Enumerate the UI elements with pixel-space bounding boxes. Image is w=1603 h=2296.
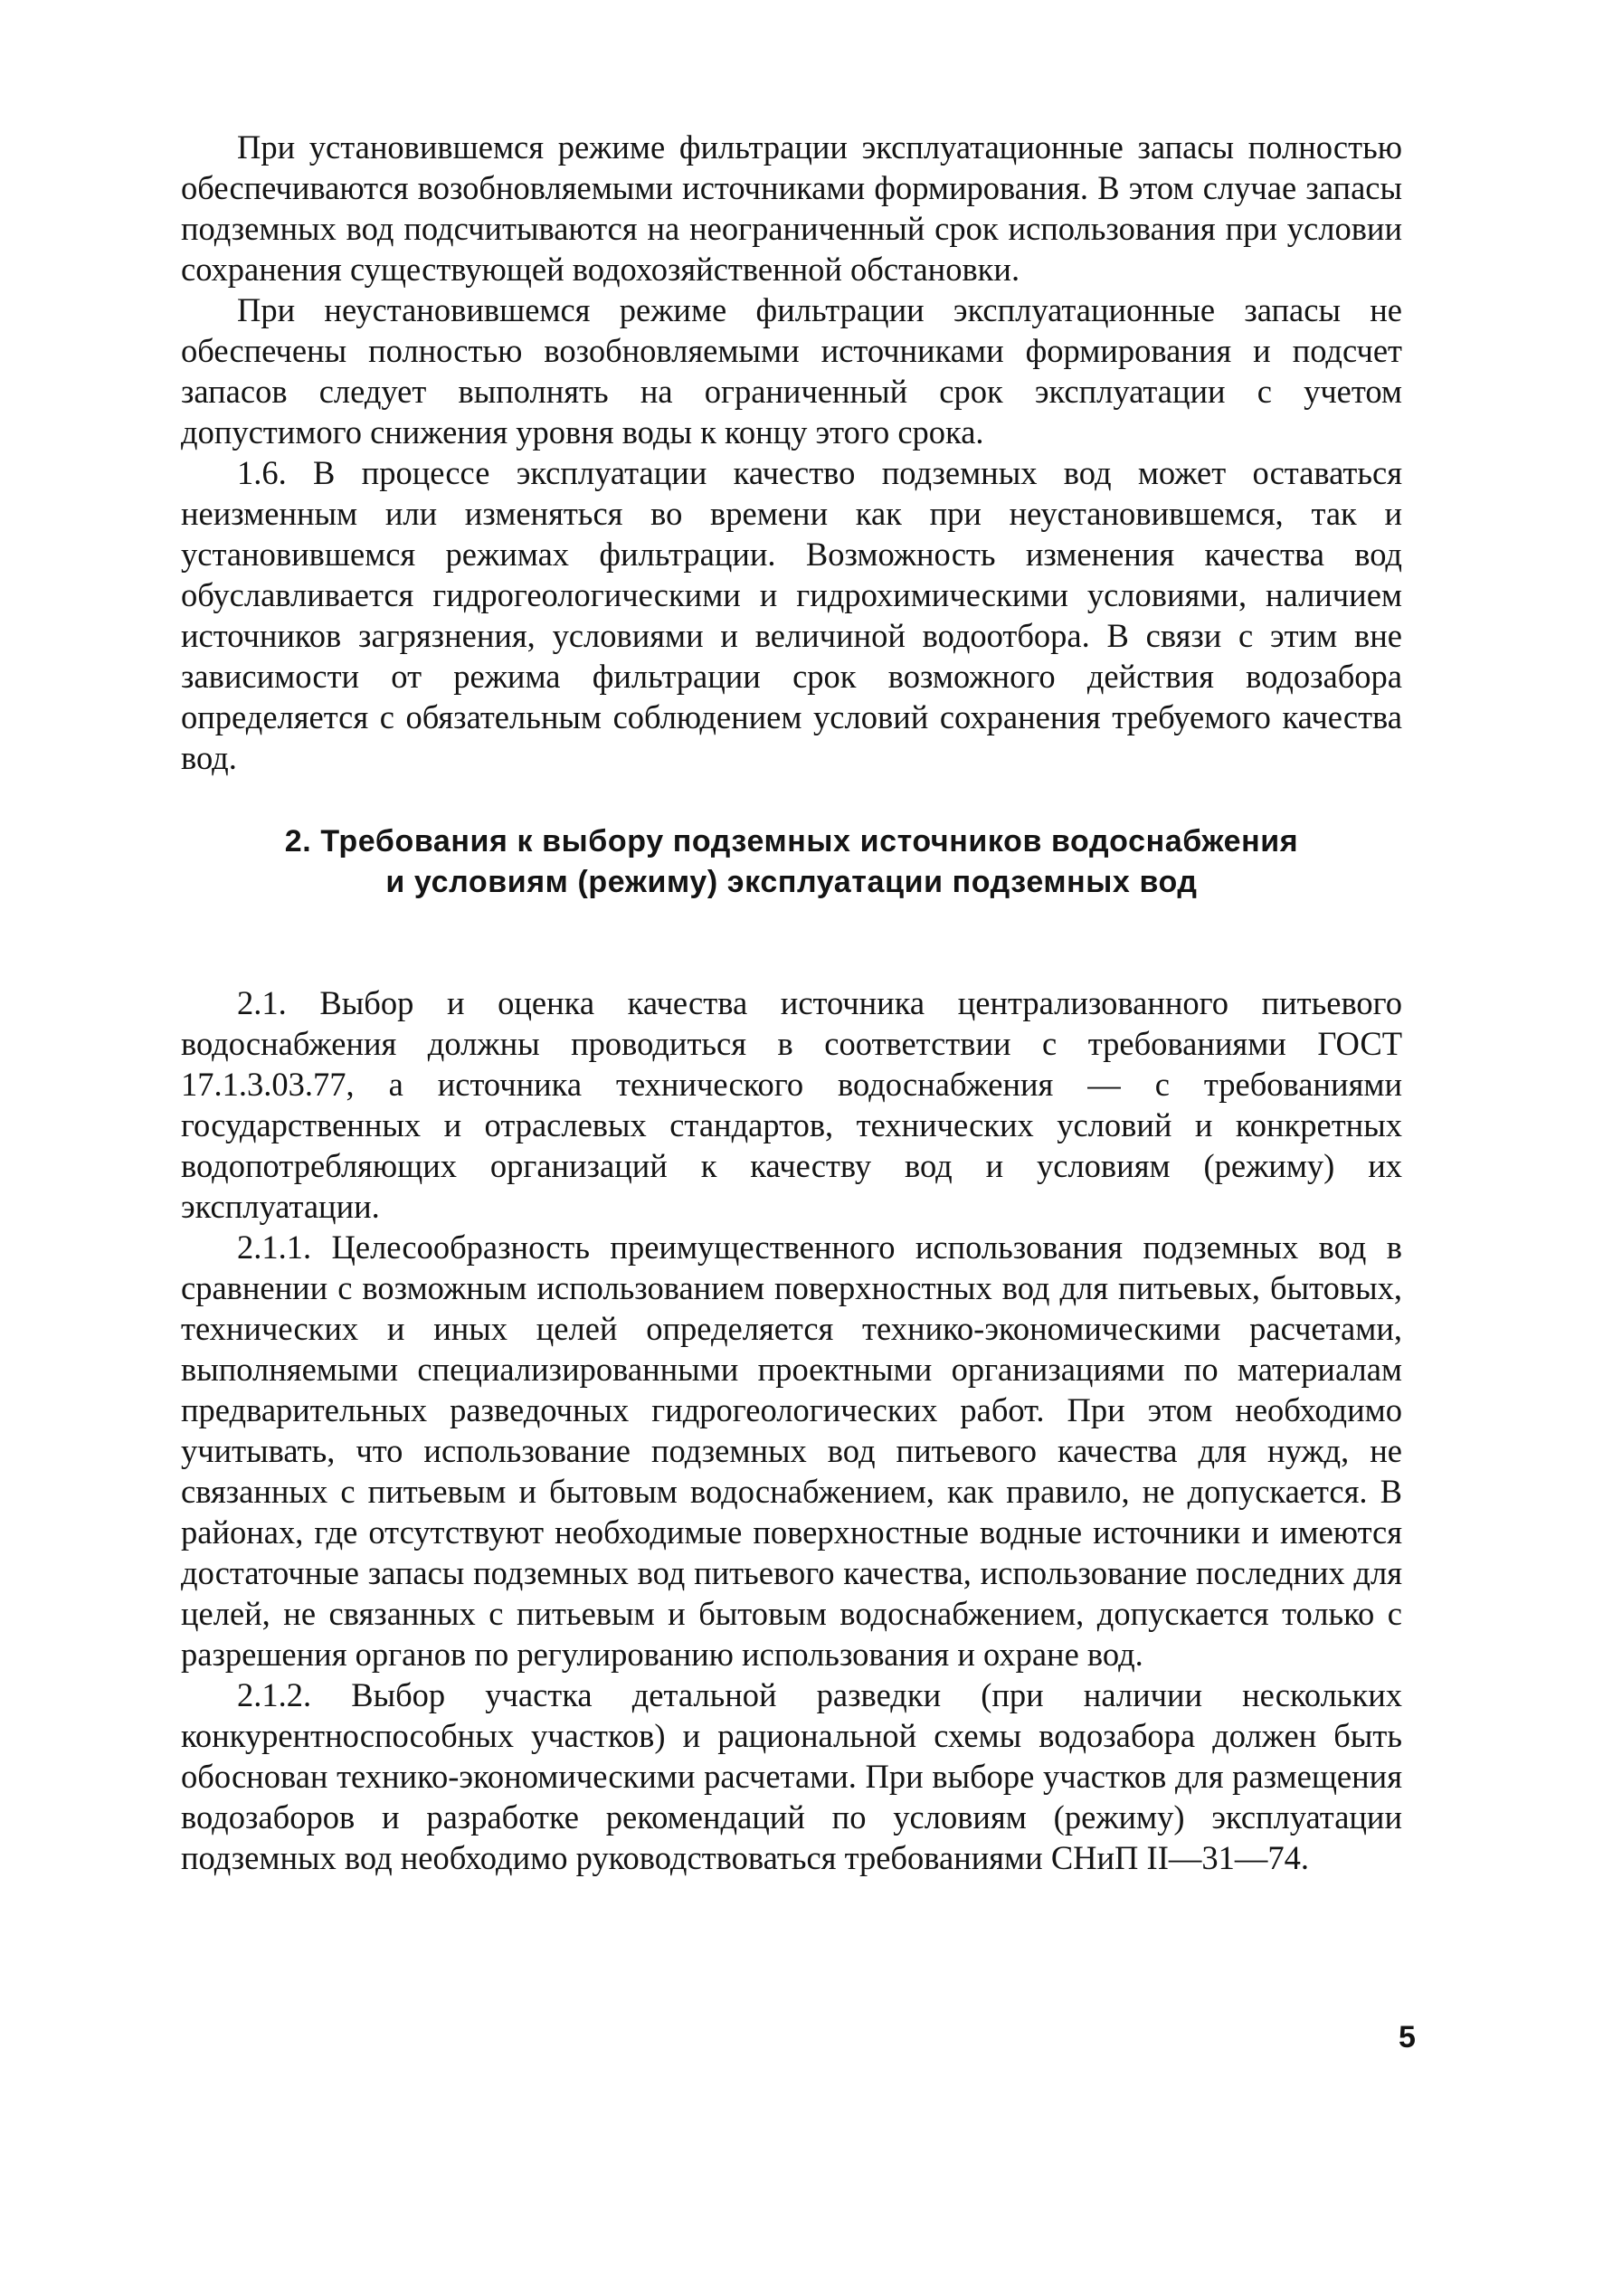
paragraph-2-1: 2.1. Выбор и оценка качества источника централизованного питьевого водоснабжения должны проводиться в соответствии с требованиями ГОСТ 17.1.3.03.77, а источника технического водоснабжения — с требованиями государственных и отраслевых стандартов, технических условий и конкретных водопотребляющих организаций к качеству вод и условиям (режиму) их эксплуатации. (181, 984, 1402, 1225)
paragraph-2-1-1: 2.1.1. Целесообразность преимущественного использования подземных вод в сравнении с возможным использованием поверхностных вод для питьевых, бытовых, технических и иных целей определяется технико-экономическими расчетами, выполняемыми специализированными проектными организациями по материалам предварительных разведочных гидрогеологических работ. При этом необходимо учитывать, что использование подземных вод питьевого качества для нужд, не связанных с питьевым и бытовым водоснабжением, как правило, не допускается. В районах, где отсутствуют необходимые поверхностные водные источники и имеются достаточные запасы подземных вод питьевого качества, использование последних для целей, не связанных с питьевым и бытовым водоснабжением, допускается только с разрешения органов по регулированию использования и охране вод. (181, 1229, 1402, 1673)
page-number: 5 (1399, 2020, 1416, 2054)
paragraph-1-6: 1.6. В процессе эксплуатации качество подземных вод может оставаться неизменным или изменяться во времени как при неустановившемся, так и установившемся режимах фильтрации. Возможность изменения качества вод обуславливается гидрогеологическими и гидрохимическими условиями, наличием источников загрязнения, условиями и величиной водоотбора. В связи с этим вне зависимости от режима фильтрации срок возможного действия водозабора определяется с обязательным соблюдением условий сохранения требуемого качества вод. (181, 454, 1402, 776)
section-heading-line-1: 2. Требования к выбору подземных источников водоснабжения (284, 824, 1299, 859)
paragraph-steady-regime: При установившемся режиме фильтрации эксплуатационные запасы полностью обеспечиваются возобновляемыми источниками формирования. В этом случае запасы подземных вод подсчитываются на неограниченный срок использования при условии сохранения существующей водохозяйственной обстановки. (181, 128, 1402, 288)
paragraph-unsteady-regime: При неустановившемся режиме фильтрации эксплуатационные запасы не обеспечены полностью возобновляемыми источниками формирования и подсчет запасов следует выполнять на ограниченный срок эксплуатации с учетом допустимого снижения уровня воды к концу этого срока. (181, 291, 1402, 451)
section-heading-line-2: и условиям (режиму) эксплуатации подземных вод (385, 865, 1198, 899)
section-heading-2 (181, 821, 1402, 903)
page-content (181, 127, 1402, 1878)
paragraph-2-1-2: 2.1.2. Выбор участка детальной разведки (при наличии нескольких конкурентноспособных участков) и рациональной схемы водозабора должен быть обоснован технико-экономическими расчетами. При выборе участков для размещения водозаборов и разработке рекомендаций по условиям (режиму) эксплуатации подземных вод необходимо руководствоваться требованиями СНиП II—31—74. (181, 1676, 1402, 1876)
